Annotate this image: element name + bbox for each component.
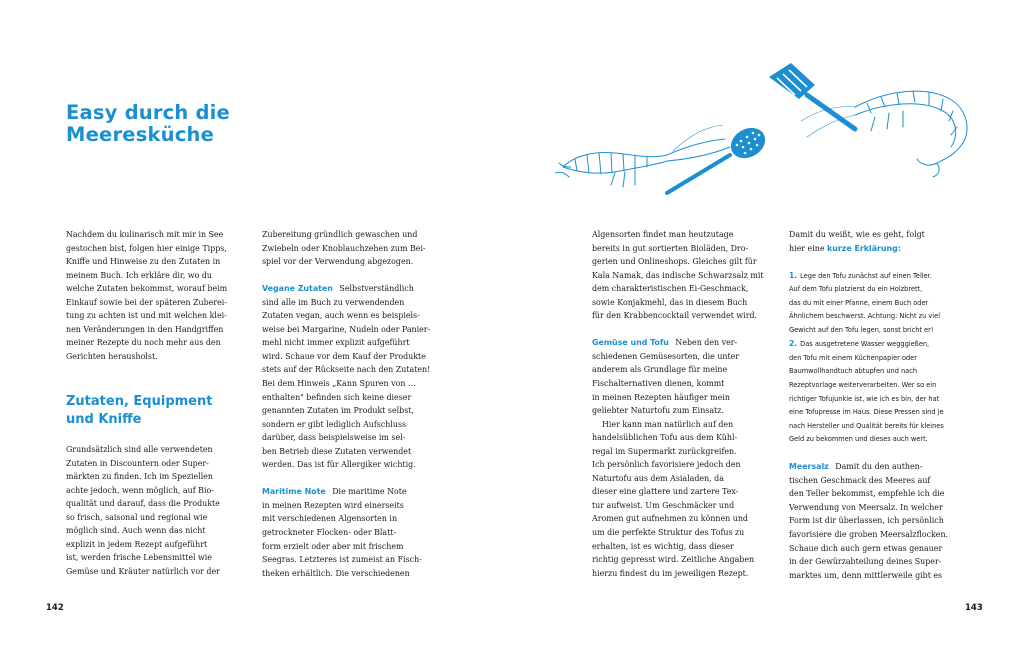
section-heading — [66, 393, 236, 429]
paragraph-gemuese — [592, 336, 760, 350]
text-line: nen Veränderungen in den Handgriffen — [66, 324, 224, 334]
text-line: Ähnlichem beschwerst. Achtung: Nicht zu viel — [789, 312, 941, 321]
text-run: Damit du den authen- — [835, 462, 923, 472]
page-title — [66, 102, 326, 146]
step-number: 1. — [789, 270, 798, 280]
text-line: mehl nicht immer explizit aufgeführt — [262, 338, 410, 348]
text-line: Gerichten herausholst. — [66, 351, 158, 361]
text-line: Ich persönlich favorisiere jedoch den — [592, 460, 741, 470]
text-line: schiedenen Gemüsesorten, die unter — [592, 351, 740, 361]
shrimp-left-icon — [555, 125, 730, 187]
text-line: Algensorten findet man heutzutage — [592, 230, 734, 239]
text-line: meiner Rezepte du noch mehr aus den — [66, 338, 221, 348]
text-line: anderem als Grundlage für meine — [592, 365, 728, 375]
text-line: handelsüblichen Tofu aus dem Kühl- — [592, 433, 738, 443]
text-line: den Tofu mit einem Küchenpapier oder — [789, 353, 917, 362]
paragraph-meersalz — [789, 460, 974, 474]
text-line: in meinen Rezepten wird einerseits — [262, 500, 404, 510]
text-line: Auf dem Tofu platzierst du ein Holzbrett, — [789, 285, 923, 294]
text-line: gerien und Onlineshops. Gleiches gilt für — [592, 257, 757, 267]
text-line: wird. Schaue vor dem Kauf der Produkte — [262, 351, 426, 361]
text-line: Schaue dich auch gern etwas genauer — [789, 543, 943, 553]
text-line: tung zu achten ist und mit welchen klei- — [66, 311, 227, 321]
text-line: ben Betrieb diese Zutaten verwendet — [262, 446, 412, 456]
text-line: Kniffe und Hinweise zu den Zutaten in — [66, 257, 221, 267]
text-line: Zutaten in Discountern oder Super- — [66, 458, 209, 468]
text-line: Geld zu bekommen und dieses auch wert. — [789, 435, 928, 444]
text-line: in meinen Rezepten häufiger mein — [592, 392, 730, 402]
title-line-1: Easy durch die — [66, 101, 230, 124]
text-line: den Teller bekommst, empfehle ich die — [789, 489, 945, 499]
text-line: Nachdem du kulinarisch mit mir in See — [66, 230, 224, 239]
text-line: sondern er gibt lediglich Aufschluss — [262, 419, 407, 429]
section-heading-line: Zutaten, Equipment — [66, 394, 213, 409]
column-4 — [789, 228, 974, 582]
text-line: Zubereitung gründlich gewaschen und — [262, 230, 418, 239]
lead-in-meersalz: Meersalz — [789, 462, 829, 472]
text-line: darüber, dass beispielsweise im sel- — [262, 433, 406, 443]
text-line: dieser eine glattere und zartere Tex- — [592, 487, 739, 497]
tofu-steps — [789, 269, 974, 447]
text-run: Selbstverständlich — [339, 284, 414, 294]
text-line: Gewicht auf den Tofu legen, sonst bricht er! — [789, 325, 934, 334]
text-run: Neben den ver- — [675, 338, 738, 348]
text-line: das du mit einer Pfanne, einem Buch oder — [789, 298, 929, 307]
text-line: Bei dem Hinweis „Kann Spuren von … — [262, 379, 416, 389]
text-line: achte jedoch, wenn möglich, auf Bio- — [66, 485, 214, 495]
step-2 — [789, 337, 974, 352]
text-line: Damit du weißt, wie es geht, folgt — [789, 230, 925, 239]
text-line: geliebter Naturtofu zum Einsatz. — [592, 406, 724, 416]
text-line: bereits in gut sortierten Bioläden, Dro- — [592, 243, 749, 253]
column-2 — [262, 228, 430, 580]
text-line: Grundsätzlich sind alle verwendeten — [66, 445, 213, 454]
page-number-left: 142 — [46, 603, 64, 613]
text-line: Naturtofu aus dem Asialaden, da — [592, 473, 724, 483]
text-line: enthalten" befinden sich keine dieser — [262, 392, 412, 402]
text-line: so frisch, saisonal und regional wie — [66, 512, 208, 522]
step-number: 2. — [789, 339, 798, 349]
text-line: theken erhältlich. Die verschiedenen — [262, 568, 410, 578]
skimmer-icon — [667, 122, 771, 193]
text-line: tischen Geschmack des Meeres auf — [789, 475, 931, 485]
text-line: gestochen bist, folgen hier einige Tipps, — [66, 243, 227, 253]
text-line: weise bei Margarine, Nudeln oder Panier- — [262, 324, 431, 334]
text-line: getrockneter Flocken- oder Blatt- — [262, 528, 397, 538]
text-run: hier eine — [789, 243, 825, 253]
text-line: regal im Supermarkt zurückgreifen. — [592, 446, 737, 456]
text-line: Aromen gut aufnehmen zu können und — [592, 514, 748, 524]
lead-in-vegan: Vegane Zutaten — [262, 284, 333, 294]
text-line: nach Hersteller und Qualität bereits für kleines — [789, 421, 944, 430]
section-heading-line: und Kniffe — [66, 412, 142, 427]
shrimp-utensils-illustration — [555, 55, 975, 205]
text-line: dem charakteristischen Ei-Geschmack, — [592, 284, 749, 294]
text-line: Zwiebeln oder Knoblauchzehen zum Bei- — [262, 243, 426, 253]
column-3 — [592, 228, 764, 580]
text-run: Das ausgetretene Wasser wegggießen, — [800, 340, 930, 349]
text-line: sowie Konjakmehl, das in diesem Buch — [592, 297, 748, 307]
text-line: Einkauf sowie bei der späteren Zuberei- — [66, 297, 227, 307]
highlight-kurze-erklaerung: kurze Erklärung: — [827, 243, 901, 253]
lead-in-gemuese: Gemüse und Tofu — [592, 338, 669, 348]
text-line: eine Tofupresse im Haus. Diese Pressen sind je — [789, 408, 944, 417]
text-line: mit verschiedenen Algensorten in — [262, 514, 398, 524]
text-line: Fischalternativen dienen, kommt — [592, 379, 725, 389]
text-line: meinem Buch. Ich erkläre dir, wo du — [66, 270, 212, 280]
text-line: hierzu findest du im jeweiligen Rezept. — [592, 568, 749, 578]
text-line: stets auf der Rückseite nach den Zutaten! — [262, 365, 431, 375]
text-line: richtiger Tofujunkie ist, wie ich es bin, der hat — [789, 394, 940, 403]
text-line: Verwendung von Meersalz. In welcher — [789, 502, 943, 512]
text-line: Form ist dir überlassen, ich persönlich — [789, 516, 944, 526]
text-line: genannten Zutaten im Produkt selbst, — [262, 406, 414, 416]
text-run: Lege den Tofu zunächst auf einen Teller. — [800, 271, 932, 280]
text-line: Hier kann man natürlich auf den — [602, 419, 734, 429]
text-line: Baumwollhandtuch abtupfen und nach — [789, 367, 917, 376]
text-line: erhalten, ist es wichtig, dass dieser — [592, 541, 734, 551]
lead-in-maritim: Maritime Note — [262, 487, 326, 497]
text-line: tur aufweist. Um Geschmäcker und — [592, 500, 735, 510]
text-line: marktes um, denn mittlerweile gibt es — [789, 570, 943, 580]
text-line: ist, werden frische Lebensmittel wie — [66, 553, 212, 563]
page-number-right: 143 — [965, 603, 983, 613]
text-line: sind alle im Buch zu verwendenden — [262, 297, 405, 307]
text-line: explizit in jedem Rezept aufgeführt — [66, 539, 208, 549]
spatula-icon — [769, 63, 855, 129]
text-line: Rezeptvorlage weiterverarbeiten. Wer so ein — [789, 381, 937, 390]
paragraph-maritim — [262, 485, 430, 499]
text-run: Die maritime Note — [332, 487, 407, 497]
shrimp-right-icon — [801, 91, 967, 177]
step-1 — [789, 269, 974, 284]
column-1-intro — [66, 228, 234, 363]
text-line: möglich sind. Auch wenn das nicht — [66, 526, 206, 536]
text-line: um die perfekte Struktur des Tofus zu — [592, 528, 745, 538]
text-line: Kala Namak, das indische Schwarzsalz mit — [592, 270, 764, 280]
text-line: in der Gewürzabteilung deines Super- — [789, 557, 942, 567]
text-line: für den Krabbencocktail verwendet wird. — [592, 311, 758, 321]
text-line: Gemüse und Kräuter natürlich vor der — [66, 566, 220, 576]
text-line: qualität und darauf, dass die Produkte — [66, 499, 220, 509]
text-line: form erzielt oder aber mit frischem — [262, 541, 404, 551]
text-line: welche Zutaten bekommst, worauf beim — [66, 284, 228, 294]
column-1-body — [66, 443, 234, 578]
text-line — [789, 242, 974, 256]
text-line: favorisiere die groben Meersalzflocken. — [789, 530, 949, 540]
title-line-2: Meeresküche — [66, 123, 215, 146]
text-line: Zutaten vegan, auch wenn es beispiels- — [262, 311, 420, 321]
text-line: spiel vor der Verwendung abgezogen. — [262, 257, 414, 267]
text-line: richtig gepresst wird. Zeitliche Angaben — [592, 555, 755, 565]
text-line: Seegras. Letzteres ist zumeist an Fisch- — [262, 555, 422, 565]
text-line: werden. Das ist für Allergiker wichtig. — [262, 460, 416, 470]
text-line: märkten zu finden. Ich im Speziellen — [66, 472, 213, 482]
paragraph-vegan — [262, 282, 430, 296]
